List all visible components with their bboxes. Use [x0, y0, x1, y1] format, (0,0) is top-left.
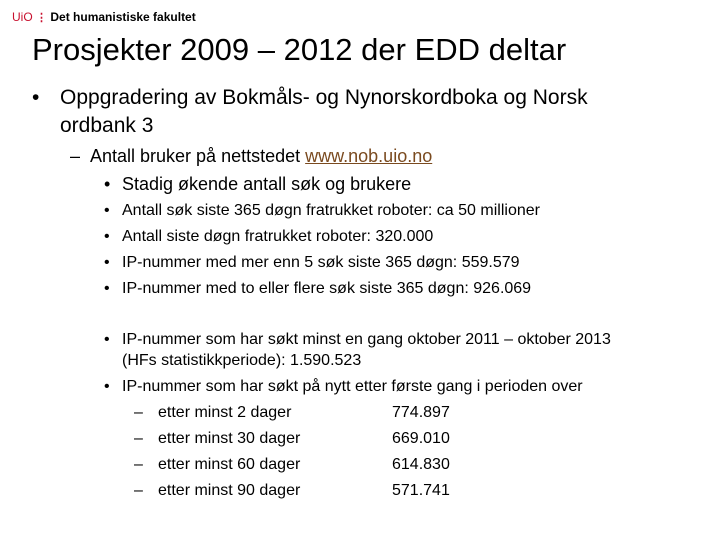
logo-separator-icon: ⋮	[36, 12, 48, 24]
bullet-dot-icon: •	[104, 254, 110, 271]
return-row-label: etter minst 2 dager	[158, 404, 292, 421]
bullet-dot-icon: •	[104, 228, 110, 245]
stat-item: Antall siste døgn fratrukket roboter: 320.000	[122, 228, 434, 245]
return-row-value: 669.010	[392, 430, 450, 447]
uio-logo	[12, 10, 196, 24]
return-row-label: etter minst 30 dager	[158, 430, 301, 447]
return-row-label: etter minst 90 dager	[158, 482, 301, 499]
users-text: Antall bruker på nettstedet	[90, 146, 306, 166]
bullet-dot-icon: •	[104, 378, 110, 395]
uio-mark: UiO	[12, 10, 33, 24]
stat-item: IP-nummer med to eller flere søk siste 365 døgn: 926.069	[122, 280, 532, 297]
return-row-value: 614.830	[392, 456, 450, 473]
stat-item: Antall søk siste 365 døgn fratrukket roboter: ca 50 millioner	[122, 202, 540, 219]
bullet-dot-icon: •	[104, 280, 110, 297]
bullet-dot-icon: •	[104, 331, 110, 348]
dash-icon: –	[134, 482, 143, 499]
dash-icon: –	[70, 146, 81, 166]
bullet-1-line-1: Oppgradering av Bokmåls- og Nynorskordboka og Norsk	[60, 86, 588, 109]
bullet-dot-icon: •	[104, 174, 111, 194]
ip-return-text: IP-nummer som har søkt på nytt etter første gang i perioden over	[122, 378, 583, 395]
return-row-value: 571.741	[392, 482, 450, 499]
bullet-1-line-2: ordbank 3	[60, 114, 154, 137]
return-row-value: 774.897	[392, 404, 450, 421]
nob-link[interactable]: www.nob.uio.no	[305, 146, 433, 166]
dash-icon: –	[134, 430, 143, 447]
dash-icon: –	[134, 404, 143, 421]
bullet-dot-icon: •	[104, 202, 110, 219]
sub-sub-bullet-growth: Stadig økende antall søk og brukere	[122, 174, 412, 194]
stat-item: IP-nummer med mer enn 5 søk siste 365 døgn: 559.579	[122, 254, 520, 271]
slide-title: Prosjekter 2009 – 2012 der EDD deltar	[32, 32, 567, 67]
ip-period-line-2: (HFs statistikkperiode): 1.590.523	[122, 352, 362, 369]
bullet-dot-icon: •	[32, 86, 40, 109]
return-row-label: etter minst 60 dager	[158, 456, 301, 473]
dash-icon: –	[134, 456, 143, 473]
faculty-name: Det humanistiske fakultet	[50, 10, 196, 24]
sub-bullet-users	[90, 146, 432, 167]
ip-period-line-1: IP-nummer som har søkt minst en gang oktober 2011 – oktober 2013	[122, 331, 611, 348]
